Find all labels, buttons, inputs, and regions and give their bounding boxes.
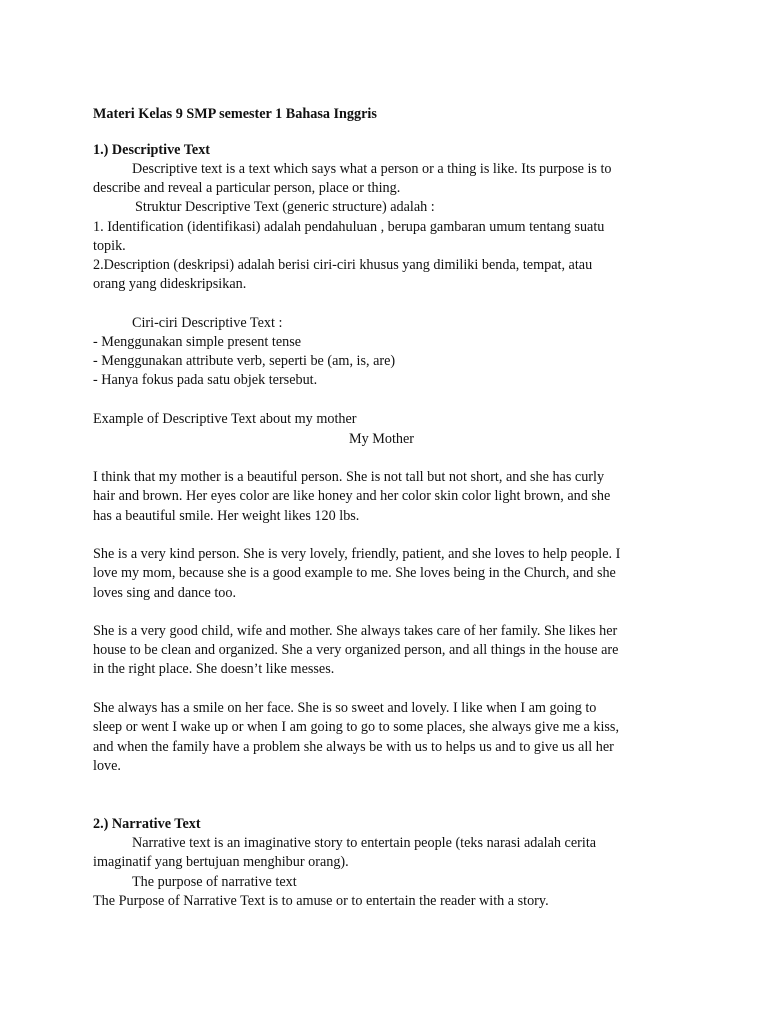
feature-item: - Menggunakan simple present tense	[93, 334, 302, 350]
paragraph-line: I think that my mother is a beautiful person. She is not tall but not short, and she has curly	[93, 469, 605, 485]
purpose-text: The Purpose of Narrative Text is to amuse or to entertain the reader with a story.	[93, 893, 549, 909]
structure-item: 2.Description (deskripsi) adalah berisi ciri-ciri khusus yang dimiliki benda, tempat, atau	[93, 257, 593, 273]
paragraph-line: loves sing and dance too.	[93, 585, 237, 601]
purpose-heading: The purpose of narrative text	[132, 874, 297, 890]
section-heading-descriptive: 1.) Descriptive Text	[93, 142, 211, 158]
structure-item: topik.	[93, 238, 126, 254]
paragraph-line: has a beautiful smile. Her weight likes 120 lbs.	[93, 508, 360, 524]
structure-item: 1. Identification (identifikasi) adalah pendahuluan , berupa gambaran umum tentang suatu	[93, 219, 605, 235]
narrative-definition-line: imaginatif yang bertujuan menghibur orang).	[93, 854, 349, 870]
feature-item: - Hanya fokus pada satu objek tersebut.	[93, 372, 318, 388]
paragraph-line: She is a very good child, wife and mother. She always takes care of her family. She likes her	[93, 623, 618, 639]
example-intro: Example of Descriptive Text about my mother	[93, 411, 357, 427]
descriptive-definition-line: describe and reveal a particular person, place or thing.	[93, 180, 401, 196]
paragraph-line: love.	[93, 758, 121, 774]
example-title: My Mother	[349, 431, 415, 447]
features-intro: Ciri-ciri Descriptive Text :	[132, 315, 283, 331]
feature-item: - Menggunakan attribute verb, seperti be (am, is, are)	[93, 353, 396, 369]
paragraph-line: and when the family have a problem she always be with us to helps us and to give us all her	[93, 739, 614, 755]
descriptive-definition-line: Descriptive text is a text which says what a person or a thing is like. Its purpose is to	[132, 161, 612, 177]
paragraph-line: in the right place. She doesn’t like messes.	[93, 661, 335, 677]
paragraph-line: love my mom, because she is a good example to me. She loves being in the Church, and she	[93, 565, 616, 581]
narrative-definition-line: Narrative text is an imaginative story to entertain people (teks narasi adalah cerita	[132, 835, 597, 851]
paragraph-line: hair and brown. Her eyes color are like honey and her color skin color light brown, and she	[93, 488, 611, 504]
structure-item: orang yang dideskripsikan.	[93, 276, 247, 292]
paragraph-line: house to be clean and organized. She a very organized person, and all things in the house are	[93, 642, 619, 658]
paragraph-line: She is a very kind person. She is very lovely, friendly, patient, and she loves to help people. I	[93, 546, 621, 562]
structure-intro: Struktur Descriptive Text (generic structure) adalah :	[135, 199, 435, 215]
section-heading-narrative: 2.) Narrative Text	[93, 816, 201, 832]
paragraph-line: She always has a smile on her face. She is so sweet and lovely. I like when I am going to	[93, 700, 597, 716]
paragraph-line: sleep or went I wake up or when I am going to go to some places, she always give me a kiss,	[93, 719, 619, 735]
document-title: Materi Kelas 9 SMP semester 1 Bahasa Inggris	[93, 106, 377, 122]
